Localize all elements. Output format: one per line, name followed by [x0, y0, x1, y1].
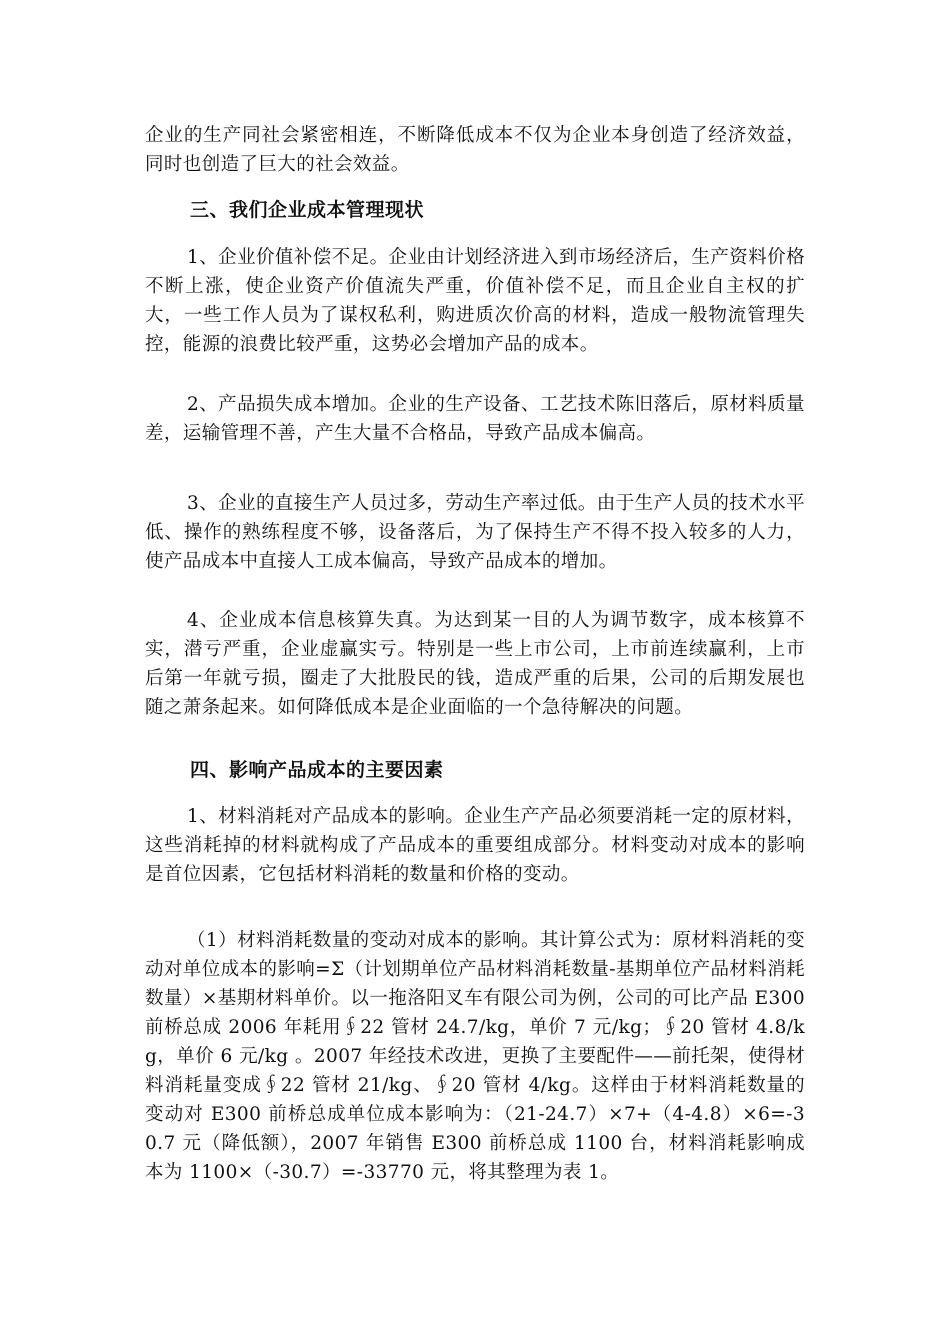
section-heading-4: 四、影响产品成本的主要因素: [190, 759, 444, 781]
intro-paragraph: 企业的生产同社会紧密相连，不断降低成本不仅为企业本身创造了经济效益，同时也创造了巨大的社会效益。: [145, 125, 805, 175]
paragraph-3-4: 4、企业成本信息核算失真。为达到某一目的人为调节数字，成本核算不实，潜亏严重，企业虚赢实亏。特别是一些上市公司，上市前连续赢利，上市后第一年就亏损，圈走了大批股民的钱，造成严重的后果，公司的后期发展也随之萧条起来。如何降低成本是企业面临的一个急待解决的问题。: [145, 610, 805, 718]
paragraph-4-1: 1、材料消耗对产品成本的影响。企业生产产品必须要消耗一定的原材料，这些消耗掉的材料就构成了产品成本的重要组成部分。材料变动对成本的影响是首位因素，它包括材料消耗的数量和价格的变动。: [145, 806, 805, 885]
paragraph-3-3: 3、企业的直接生产人员过多，劳动生产率过低。由于生产人员的技术水平低、操作的熟练程度不够，设备落后，为了保持生产不得不投入较多的人力，使产品成本中直接人工成本偏高，导致产品成本的增加。: [145, 493, 805, 572]
paragraph-3-1: 1、企业价值补偿不足。企业由计划经济进入到市场经济后，生产资料价格不断上涨，使企业资产价值流失严重，价值补偿不足，而且企业自主权的扩大，一些工作人员为了谋权私利，购进质次价高的材料，造成一般物流管理失控，能源的浪费比较严重，这势必会增加产品的成本。: [145, 247, 805, 355]
paragraph-4-1-1: （1）材料消耗数量的变动对成本的影响。其计算公式为：原材料消耗的变动对单位成本的影响=Σ（计划期单位产品材料消耗数量-基期单位产品材料消耗数量）×基期材料单价。以一拖洛阳叉车有限公司为例，公司的可比产品 E300 前桥总成 2006 年耗用∮22 管材 24.7/kg，单价 7 元/kg；∮20 管材 4.8/kg，单价 6 元/kg 。2007 年经技术改进，更换了主要配件——前托架，使得材料消耗量变成∮22 管材 21/kg、∮20 管材 4/kg。这样由于材料消耗数量的变动对 E300 前桥总成单位成本影响为：（21-24.7）×7+（4-4.8）×6=-30.7 元（降低额），2007 年销售 E300 前桥总成 1100 台，材料消耗影响成本为 1100×（-30.7）=-33770 元，将其整理为表 1。: [145, 930, 805, 1183]
section-heading-3: 三、我们企业成本管理现状: [190, 199, 425, 221]
paragraph-3-2: 2、产品损失成本增加。企业的生产设备、工艺技术陈旧落后，原材料质量差，运输管理不善，产生大量不合格品，导致产品成本偏高。: [145, 394, 805, 444]
